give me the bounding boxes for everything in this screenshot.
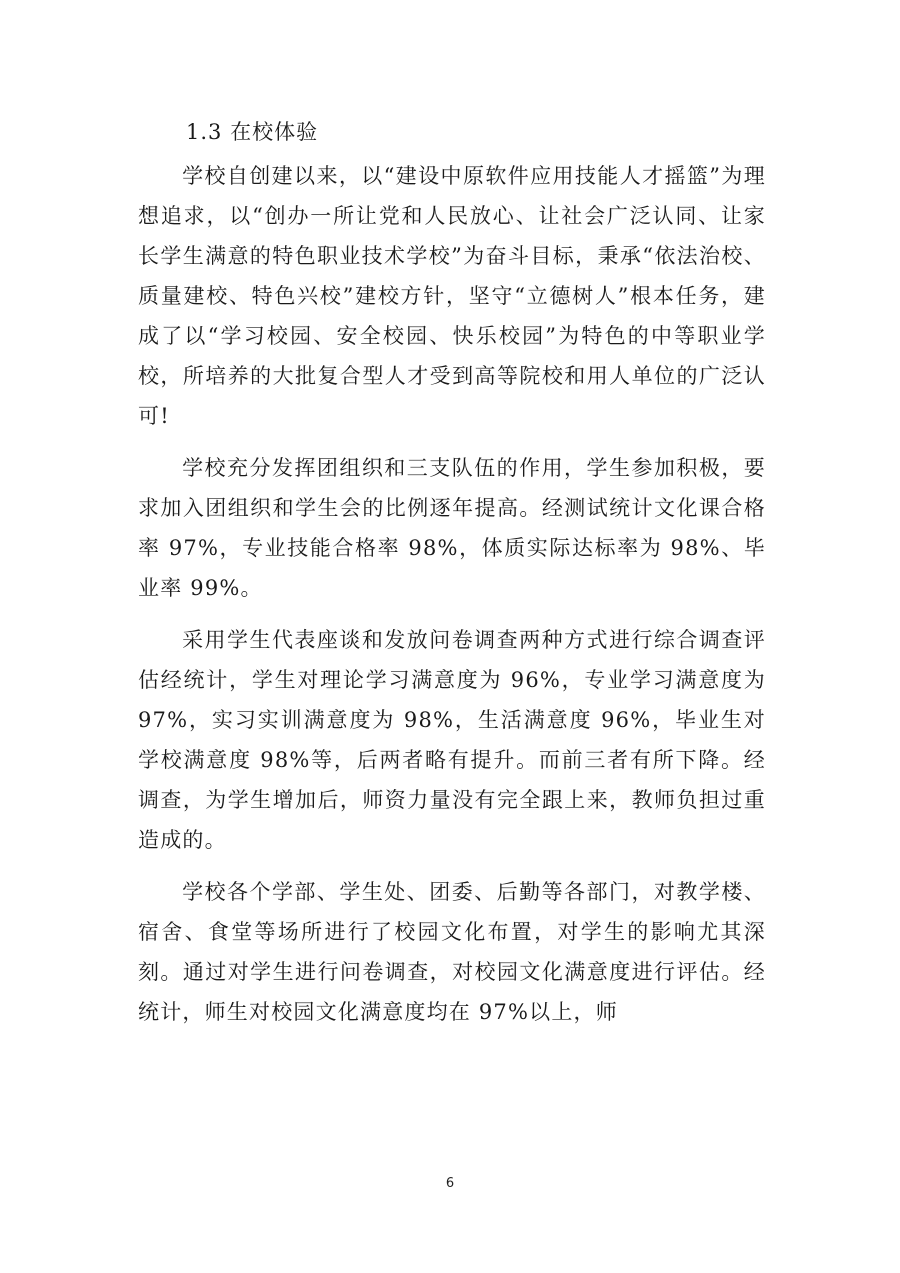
paragraph-school-overview: 学校自创建以来，以“建设中原软件应用技能人才摇篮”为理想追求，以“创办一所让党和人民放心、让社会广泛认同、让家长学生满意的特色职业技术学校”为奋斗目标，秉承“依法治校、质量建校、特色兴校”建校方针，坚守“立德树人”根本任务，建成了以“学习校园、安全校园、快乐校园”为特色的中等职业学校，所培养的大批复合型人才受到高等院校和用人单位的广泛认可! bbox=[138, 164, 766, 428]
page-number: 6 bbox=[445, 1176, 455, 1191]
paragraph-pass-rates: 学校充分发挥团组织和三支队伍的作用，学生参加积极，要求加入团组织和学生会的比例逐年提高。经测试统计文化课合格率 97%，专业技能合格率 98%，体质实际达标率为 98%、毕业率 99%。 bbox=[138, 456, 766, 600]
section-heading: 1.3 在校体验 bbox=[186, 120, 319, 144]
paragraph-satisfaction-survey: 采用学生代表座谈和发放问卷调查两种方式进行综合调查评估经统计，学生对理论学习满意度为 96%，专业学习满意度为 97%，实习实训满意度为 98%，生活满意度 96%，毕业生对学校满意度 98%等，后两者略有提升。而前三者有所下降。经调查，为学生增加后，师资力量没有完全跟上来，教师负担过重造成的。 bbox=[138, 628, 766, 852]
paragraph-campus-culture: 学校各个学部、学生处、团委、后勤等各部门，对教学楼、宿舍、食堂等场所进行了校园文化布置，对学生的影响尤其深刻。通过对学生进行问卷调查，对校园文化满意度进行评估。经统计，师生对校园文化满意度均在 97%以上，师 bbox=[138, 880, 766, 1024]
page-body bbox=[138, 112, 766, 1044]
